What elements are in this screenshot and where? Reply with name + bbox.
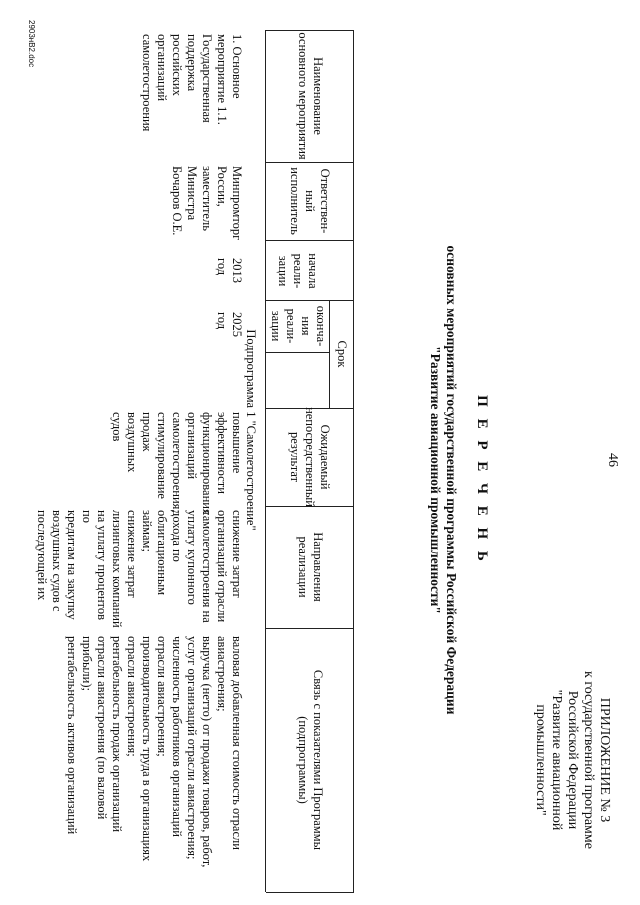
column-divider <box>266 300 354 301</box>
header-link: Связь с показателями Программы (подпрограммы) <box>296 669 325 851</box>
title-line: основных мероприятий государственной программы Российской Федерации <box>444 245 459 715</box>
header-directions: Направления реализации <box>296 532 325 602</box>
document-title <box>427 190 490 770</box>
header-executor: Ответствен-ный исполнитель <box>288 167 333 235</box>
column-divider <box>266 162 354 163</box>
header-end: оконча-ния реали-зации <box>269 305 328 347</box>
appendix-line: ПРИЛОЖЕНИЕ № 3 <box>597 697 612 823</box>
row1-directions: снижение затрат организаций отрасли самолетостроения на уплату купонного дохода по облигационным займам; снижение затрат лизинговых компаний на уплату процентов по кредитам на закупку воздушных судов с последующей их <box>35 510 244 628</box>
header-term: Срок <box>335 340 350 368</box>
table-right-border <box>266 892 354 893</box>
header-end-continued <box>268 354 328 406</box>
term-subheader-line <box>329 300 330 408</box>
column-divider <box>266 352 330 353</box>
appendix-line: "Развитие авиационной <box>549 689 564 831</box>
table-top-border <box>353 30 354 892</box>
appendix-line: Российской Федерации <box>565 690 580 830</box>
appendix-line: промышленности" <box>533 704 548 816</box>
row1-link: валовая добавленная стоимость отрасли авиастроения; выручка (нетто) от продажи товаров, работ, услуг организаций отрасли авиастроения; численность работников организаций отрасли авиастроения; производительность труда в организациях отрасли авиастроения; рентабельность продаж организаций отрасли авиастроения (по валовой прибыли); рентабельность активов организаций <box>65 636 244 868</box>
title-heading: П Е Р Е Ч Е Н Ь <box>474 395 490 565</box>
appendix-block <box>532 640 612 880</box>
subprogram-label: Подпрограмма 1 "Самолетостроение" <box>244 329 258 531</box>
header-result: Ожидаемый непосредственный результат <box>288 407 333 507</box>
table-header-bottom-border <box>265 30 266 892</box>
header-name: Наименование основного мероприятия <box>296 32 325 160</box>
row1-start: 2013 год <box>215 258 244 283</box>
column-divider <box>266 628 354 629</box>
row1-result: повышение эффективности функционирования организаций самолетостроения; стимулирование продаж воздушных судов <box>110 412 244 515</box>
row1-executor: Минпромторг России, заместитель Министра Бочаров О.Е. <box>170 166 244 241</box>
appendix-line: к государственной программе <box>581 671 596 849</box>
header-start: начала реали-зации <box>276 253 321 289</box>
column-divider <box>266 240 354 241</box>
row1-name: 1. Основное мероприятие 1.1. Государственная поддержка российских организаций самолетостроения <box>140 34 244 132</box>
file-footer: 2903нВ2.doc <box>27 20 36 68</box>
title-line: "Развитие авиационной промышленности" <box>428 346 443 614</box>
row1-end: 2025 год <box>215 312 244 337</box>
page-number: 46 <box>605 453 620 467</box>
table-left-border <box>266 30 354 31</box>
